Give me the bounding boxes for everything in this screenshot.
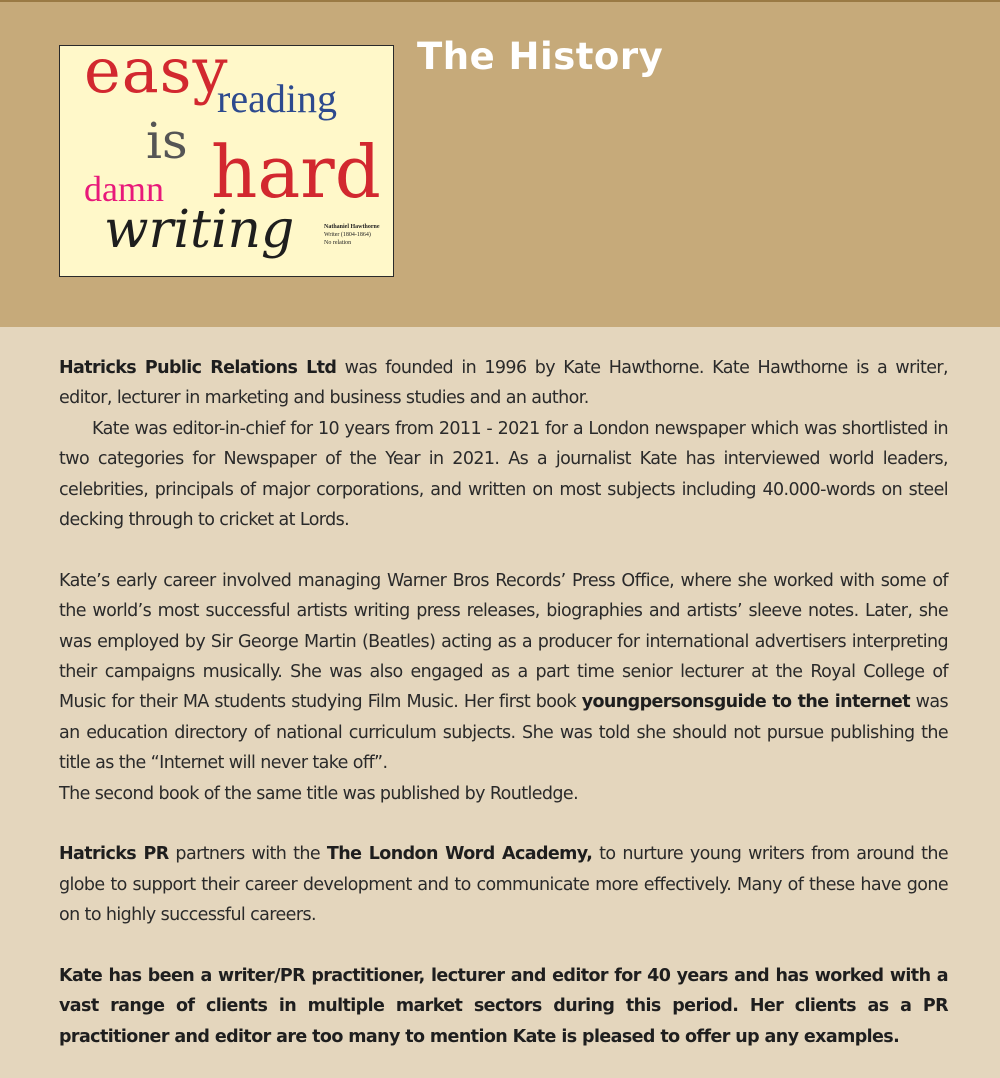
partner-name-academy: The London Word Academy, [326, 844, 593, 865]
partners-text-mid: partners with the [168, 844, 327, 865]
attribution-name: Nathaniel Hawthorne [324, 224, 380, 230]
page-title: The History [417, 35, 664, 78]
second-book-line: The second book of the same title was published by Routledge. [59, 783, 579, 804]
logo-word-writing: writing [104, 200, 295, 260]
partners-paragraph [59, 839, 948, 930]
career-paragraph [59, 566, 948, 779]
logo-word-damn: damn [84, 169, 164, 209]
attribution-role: Writer (1804-1864) [324, 232, 371, 238]
career-text-end: was an education directory of national curriculum subjects. She was told she should not pursue publishing the title as the “Internet will never take off”. [59, 692, 949, 774]
closing-paragraph: Kate has been a writer/PR practitioner, lecturer and editor for 40 years and has worked with a vast range of clients in multiple market sectors during this period. Her clients as a PR practitioner and editor are too many to mention Kate is pleased to offer up any examples. [59, 966, 948, 1047]
partner-name-hatricks: Hatricks PR [59, 844, 169, 865]
career-text-start: Kate’s early career involved managing Warner Bros Records’ Press Office, where she worked with some of the world’s most successful artists writing press releases, biographies and artists’ sleeve notes. Later, she was employed by Sir George Martin (Beatles) acting as a producer for international advertisers interpreting their campaigns musically. She was also engaged as a part time senior lecturer at the Royal College of Music for their MA students studying Film Music. Her first book [59, 570, 948, 713]
quote-logo [59, 45, 394, 277]
intro-paragraph [59, 353, 948, 414]
history-content [59, 353, 948, 1052]
logo-word-reading: reading [217, 76, 337, 121]
company-name: Hatricks Public Relations Ltd [59, 358, 337, 378]
book-title: youngpersonsguide to the internet [581, 692, 910, 713]
editor-paragraph: Kate was editor-in-chief for 10 years from 2011 - 2021 for a London newspaper which was shortlisted in two categories for Newspaper of the Year in 2021. As a journalist Kate has interviewed world leaders, celebrities, principals of major corporations, and written on most subjects including 40.000-words on steel decking through to cricket at Lords. [59, 418, 948, 531]
logo-word-hard: hard [211, 130, 381, 214]
partners-text-end: to nurture young writers from around the globe to support their career development and to communicate more effectively. Many of these have gone on to highly successful careers. [59, 844, 948, 926]
logo-word-easy: easy [84, 45, 229, 107]
attribution-note: No relation [324, 240, 352, 246]
logo-attribution [324, 223, 380, 247]
logo-word-is: is [146, 112, 188, 170]
intro-text: was founded in 1996 by Kate Hawthorne. Kate Hawthorne is a writer, editor, lecturer in marketing and business studies and an author. [59, 358, 948, 409]
